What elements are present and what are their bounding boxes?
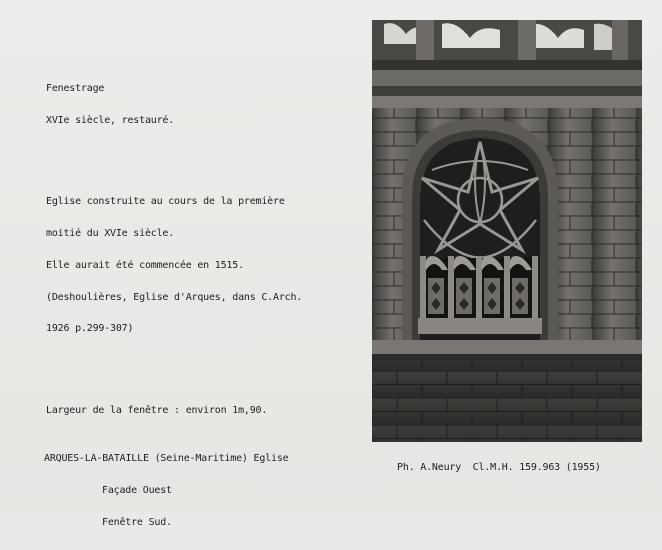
caption-facade: Façade Ouest	[102, 484, 172, 496]
window-lights	[418, 256, 542, 334]
caption-location: ARQUES-LA-BATAILLE (Seine-Maritime) Eglise	[44, 453, 289, 465]
photo-credit: Ph. A.Neury Cl.M.H. 159.963 (1955)	[397, 462, 601, 473]
photo-caption	[44, 433, 288, 550]
history-block	[46, 176, 302, 356]
period-line: XVIe siècle, restauré.	[46, 115, 175, 127]
history-line: Elle aurait été commencée en 1515.	[46, 259, 244, 271]
lower-wall	[372, 360, 642, 442]
window-photo-drawing	[372, 20, 642, 442]
title-block	[46, 63, 302, 148]
description-notes	[46, 42, 302, 466]
history-line: moitié du XVIe siècle.	[46, 228, 175, 240]
caption-window: Fenêtre Sud.	[102, 516, 172, 528]
window-sill	[372, 340, 642, 354]
history-line: (Deshoulières, Eglise d'Arques, dans C.Arch.	[46, 291, 303, 303]
title-line: Fenestrage	[46, 83, 105, 95]
window-width-line: Largeur de la fenêtre : environ 1m,90.	[46, 404, 268, 416]
history-line: Eglise construite au cours de la première	[46, 196, 285, 208]
width-block	[46, 384, 302, 437]
history-line: 1926 p.299-307)	[46, 323, 134, 335]
window-photograph	[372, 20, 642, 442]
